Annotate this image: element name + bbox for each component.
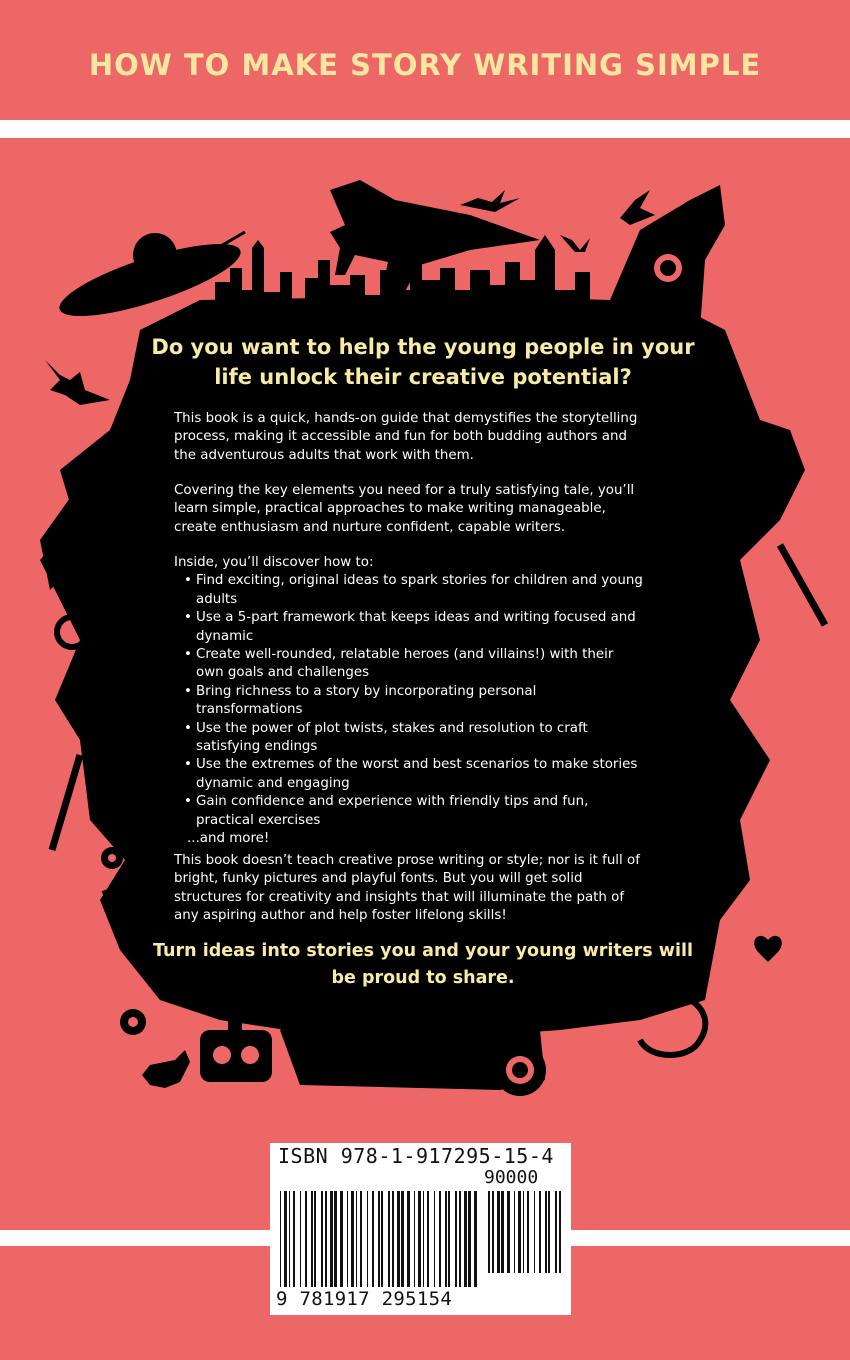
barcode-bar <box>334 1191 337 1287</box>
barcode-bar <box>427 1191 429 1287</box>
barcode-bar <box>534 1191 535 1273</box>
barcode-bar <box>388 1191 390 1287</box>
barcode-bar <box>455 1191 457 1287</box>
list-item: • Find exciting, original ideas to spark stories for children and young adults <box>196 572 644 609</box>
list-item: • Bring richness to a story by incorporating personal transformations <box>196 683 644 720</box>
barcode-bar <box>497 1191 500 1273</box>
closing-tagline: Turn ideas into stories you and your young writers will be proud to share. <box>153 941 693 988</box>
barcode-bar <box>548 1191 550 1273</box>
barcode-bar <box>468 1191 471 1287</box>
barcode-bar <box>474 1191 477 1287</box>
barcode-bar <box>514 1191 515 1273</box>
barcode-bar <box>381 1191 383 1287</box>
cat-silhouette <box>142 1050 190 1088</box>
bat-silhouette <box>45 360 110 405</box>
blurb-headline: Do you want to help the young people in your life unlock their creative potential? <box>151 335 695 389</box>
barcode-bar <box>539 1191 541 1273</box>
barcode-bar <box>527 1191 529 1273</box>
barcode-bar <box>434 1191 435 1287</box>
barcode-bar <box>340 1191 343 1287</box>
barcode-bar <box>293 1191 295 1287</box>
barcode-bar <box>501 1191 504 1273</box>
pencil-silhouette <box>780 545 825 625</box>
barcode-digits: 9 781917 295154 <box>276 1288 453 1310</box>
barcode-bar <box>407 1191 410 1287</box>
list-item: • Use a 5-part framework that keeps ideas and writing focused and dynamic <box>196 609 644 646</box>
robot-silhouette <box>200 1030 272 1082</box>
barcode-bar <box>305 1191 307 1287</box>
barcode-bar <box>418 1191 421 1287</box>
pencil-silhouette <box>52 755 80 850</box>
barcode-bar <box>351 1191 354 1287</box>
barcode-bar <box>311 1191 313 1287</box>
barcode-bar <box>459 1191 461 1287</box>
barcode-bar <box>555 1191 557 1273</box>
barcode-bar <box>445 1191 447 1287</box>
barcode-bar <box>330 1191 333 1287</box>
page-title: HOW TO MAKE STORY WRITING SIMPLE <box>88 48 762 82</box>
barcode-bar <box>523 1191 524 1273</box>
barcode-bar <box>401 1191 404 1287</box>
list-item: • Gain confidence and experience with friendly tips and fun, practical exercises <box>196 793 644 830</box>
barcode-bar <box>378 1191 380 1287</box>
and-more-text: ...and more! <box>187 831 270 847</box>
feature-list <box>174 572 644 830</box>
price-code: 90000 <box>484 1167 539 1188</box>
barcode-bar <box>545 1191 547 1273</box>
barcode-bar <box>492 1191 494 1273</box>
heart-silhouette <box>754 936 782 962</box>
barcode-bar <box>347 1191 348 1287</box>
bird-silhouette <box>460 190 520 212</box>
barcode-bar <box>284 1191 287 1287</box>
barcode-bar <box>397 1191 400 1287</box>
barcode-bar <box>289 1191 290 1287</box>
barcode-bar <box>559 1191 561 1273</box>
feature-list-block <box>174 554 644 849</box>
bird-silhouette <box>620 190 655 225</box>
isbn-barcode <box>270 1143 571 1315</box>
blurb-paragraph-1: This book is a quick, hands-on guide that demystifies the storytelling process, making it accessible and fun for both budding authors and the adventurous adults that work with them. <box>174 411 638 463</box>
bird-silhouette <box>560 235 590 252</box>
barcode-bar <box>392 1191 394 1287</box>
barcode-bar <box>448 1191 450 1287</box>
blurb-paragraph-2: Covering the key elements you need for a truly satisfying tale, you’ll learn simple, practical approaches to make writing manageable, create enthusiasm and nurture confident, capable writers. <box>174 483 635 535</box>
barcode-bar <box>367 1191 368 1287</box>
barcode-bar <box>314 1191 316 1287</box>
barcode-bar <box>518 1191 521 1273</box>
list-item: • Use the extremes of the worst and best scenarios to make stories dynamic and engaging <box>196 756 644 793</box>
barcode-bar <box>325 1191 327 1287</box>
list-intro: Inside, you’ll discover how to: <box>174 555 374 570</box>
barcode-bar <box>488 1191 490 1273</box>
blurb-panel <box>145 318 701 1008</box>
barcode-bar <box>300 1191 301 1287</box>
blurb-paragraph-3: This book doesn’t teach creative prose writing or style; nor is it full of bright, funky pictures and playful fonts. But you will get solid structures for creativity and insights that will illuminate the path of any aspiring author and help foster lifelong skills! <box>174 853 640 924</box>
barcode-bars <box>280 1191 562 1291</box>
barcode-bar <box>439 1191 441 1287</box>
isbn-label: ISBN 978-1-917295-15-4 <box>278 1144 554 1168</box>
barcode-bar <box>321 1191 323 1287</box>
barcode-bar <box>464 1191 467 1287</box>
barcode-bar <box>414 1191 415 1287</box>
list-item: • Use the power of plot twists, stakes and resolution to craft satisfying endings <box>196 720 644 757</box>
barcode-bar <box>280 1191 281 1287</box>
barcode-bar <box>507 1191 510 1273</box>
barcode-bar <box>423 1191 424 1287</box>
list-item: • Create well-rounded, relatable heroes (and villains!) with their own goals and challenges <box>196 646 644 683</box>
barcode-bar <box>360 1191 362 1287</box>
barcode-bar <box>372 1191 374 1287</box>
barcode-bar <box>356 1191 357 1287</box>
